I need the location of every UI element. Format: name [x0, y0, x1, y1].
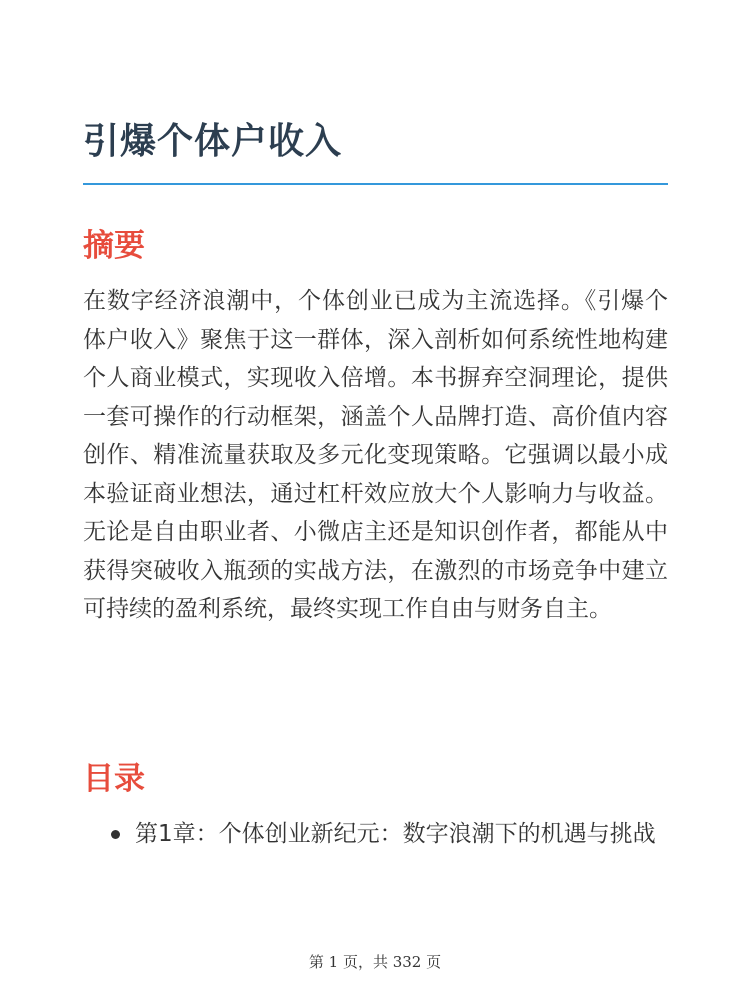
title-divider — [83, 183, 668, 185]
toc-heading: 目录 — [83, 761, 145, 797]
bullet-icon — [111, 830, 120, 839]
toc-item[interactable] — [83, 816, 668, 852]
toc-list — [83, 816, 668, 852]
page-number-footer: 第 1 页，共 332 页 — [308, 953, 442, 971]
toc-item-label: 第1章：个体创业新纪元：数字浪潮下的机遇与挑战 — [135, 821, 656, 847]
abstract-body: 在数字经济浪潮中，个体创业已成为主流选择。《引爆个体户收入》聚焦于这一群体，深入剖析如何系统性地构建个人商业模式，实现收入倍增。本书摒弃空洞理论，提供一套可操作的行动框架，涵盖个人品牌打造、高价值内容创作、精准流量获取及多元化变现策略。它强调以最小成本验证商业想法，通过杠杆效应放大个人影响力与收益。无论是自由职业者、小微店主还是知识创作者，都能从中获得突破收入瓶颈的实战方法，在激烈的市场竞争中建立可持续的盈利系统，最终实现工作自由与财务自主。 — [83, 288, 668, 622]
abstract-heading: 摘要 — [83, 228, 145, 264]
document-title: 引爆个体户收入 — [83, 121, 343, 162]
